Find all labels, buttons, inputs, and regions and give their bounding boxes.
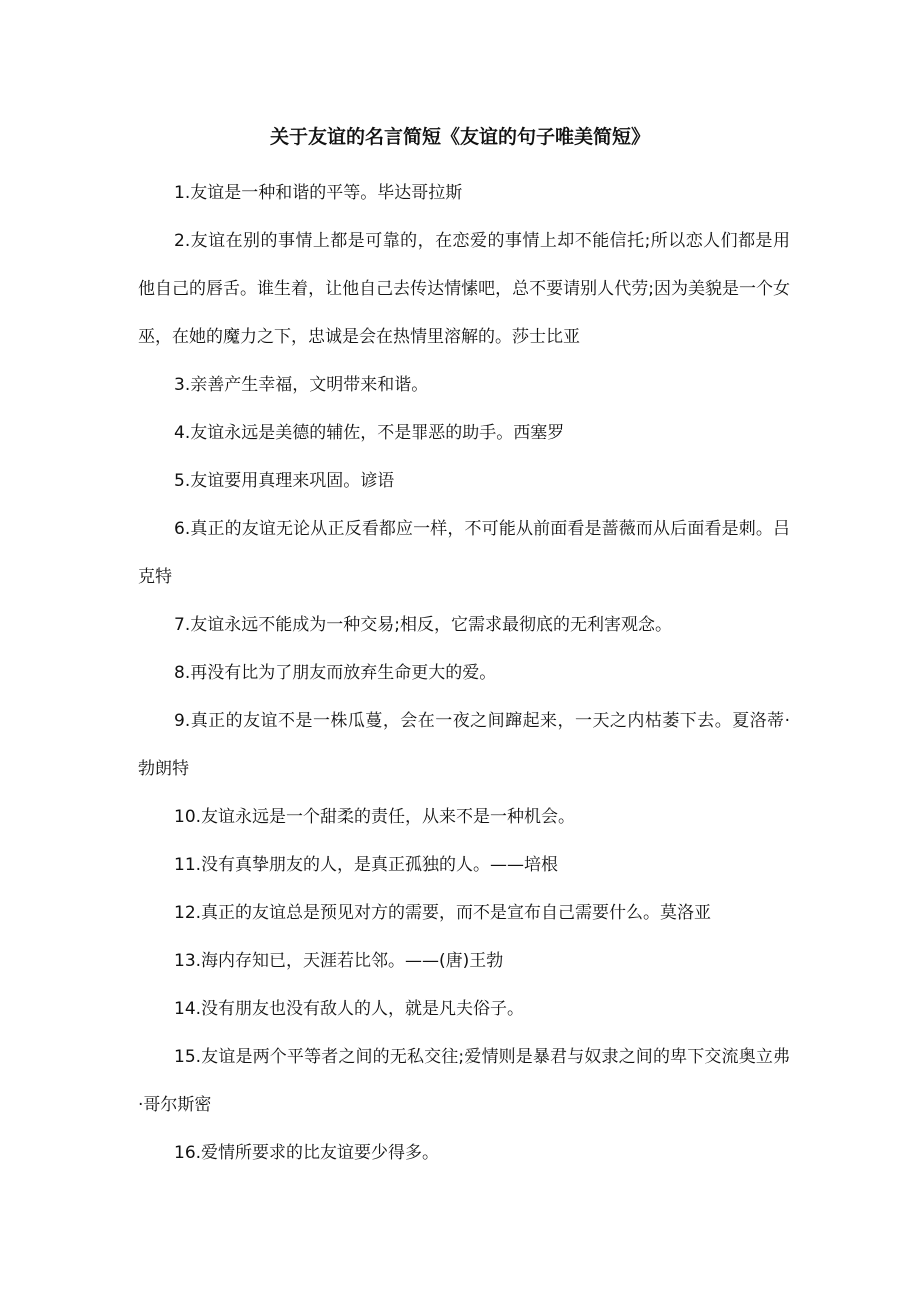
quote-paragraph-10: 10.友谊永远是一个甜柔的责任，从来不是一种机会。 bbox=[174, 807, 576, 827]
quote-paragraph-13: 13.海内存知已，天涯若比邻。——(唐)王勃 bbox=[174, 951, 504, 971]
quote-paragraph-7: 7.友谊永远不能成为一种交易;相反，它需求最彻底的无利害观念。 bbox=[174, 615, 672, 635]
quote-paragraph-5: 5.友谊要用真理来巩固。谚语 bbox=[174, 471, 395, 491]
quote-paragraph-6: 6.真正的友谊无论从正反看都应一样，不可能从前面看是蔷薇而从后面看是刺。吕克特 bbox=[138, 519, 790, 587]
quote-paragraph-1: 1.友谊是一种和谐的平等。毕达哥拉斯 bbox=[174, 183, 463, 203]
quote-paragraph-9: 9.真正的友谊不是一株瓜蔓，会在一夜之间蹿起来，一天之内枯萎下去。夏洛蒂·勃朗特 bbox=[138, 711, 790, 779]
quote-paragraph-12: 12.真正的友谊总是预见对方的需要，而不是宣布自己需要什么。莫洛亚 bbox=[174, 903, 712, 923]
quote-paragraph-3: 3.亲善产生幸福，文明带来和谐。 bbox=[174, 375, 429, 395]
quote-paragraph-4: 4.友谊永远是美德的辅佐，不是罪恶的助手。西塞罗 bbox=[174, 423, 565, 443]
document-title: 关于友谊的名言简短《友谊的句子唯美简短》 bbox=[269, 126, 650, 148]
quote-paragraph-2: 2.友谊在别的事情上都是可靠的，在恋爱的事情上却不能信托;所以恋人们都是用他自己的唇舌。谁生着，让他自己去传达情愫吧，总不要请别人代劳;因为美貌是一个女巫，在她的魔力之下，忠诚是会在热情里溶解的。莎士比亚 bbox=[138, 231, 790, 347]
quote-paragraph-11: 11.没有真挚朋友的人，是真正孤独的人。——培根 bbox=[174, 855, 559, 875]
document-body bbox=[138, 169, 790, 1177]
quote-paragraph-15: 15.友谊是两个平等者之间的无私交往;爱情则是暴君与奴隶之间的卑下交流奥立弗·哥尔斯密 bbox=[138, 1047, 790, 1115]
quote-paragraph-8: 8.再没有比为了朋友而放弃生命更大的爱。 bbox=[174, 663, 497, 683]
quote-paragraph-14: 14.没有朋友也没有敌人的人，就是凡夫俗子。 bbox=[174, 999, 525, 1019]
quote-paragraph-16: 16.爱情所要求的比友谊要少得多。 bbox=[174, 1143, 440, 1163]
